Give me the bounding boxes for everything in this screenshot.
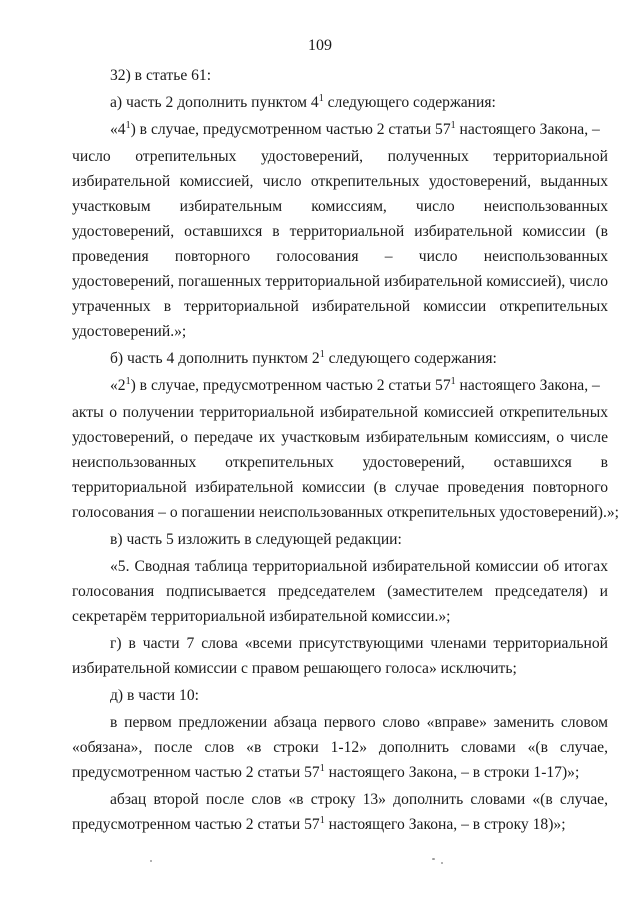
paragraph-line: а) часть 2 дополнить пунктом $4^1$ следующего содержания: — [110, 93, 496, 111]
paragraph-line: акты о получении территориальной избирательной комиссией открепительных — [72, 404, 608, 421]
paragraph-line: абзац второй после слов «в строку 13» дополнить словами «(в случае, — [110, 791, 608, 808]
paragraph-line: «$4^1$) в случае, предусмотренном частью 2 статьи $57^1$ настоящего Закона, – — [110, 120, 600, 138]
scan-speck — [150, 860, 152, 862]
paragraph-line: д) в части 10: — [110, 687, 199, 704]
paragraph-line: участковым избирательным комиссиям, число неиспользованных — [72, 198, 608, 215]
paragraph-line: удостоверений.»; — [72, 323, 187, 340]
paragraph-line: утраченных в территориальной избирательной комиссии открепительных — [72, 298, 608, 315]
paragraph-line: «обязана», после слов «в строки 1-12» дополнить словами «(в случае, — [72, 739, 608, 756]
scan-speck — [432, 858, 435, 860]
paragraph-line: территориальной избирательной комиссии (в случае проведения повторного — [72, 479, 608, 496]
paragraph-line: число отрепительных удостоверений, полученных территориальной — [72, 148, 608, 165]
paragraph-line: в первом предложении абзаца первого слово «вправе» заменить словом — [110, 714, 608, 731]
paragraph-line: «5. Сводная таблица территориальной избирательной комиссии об итогах — [110, 558, 608, 575]
paragraph-line: в) часть 5 изложить в следующей редакции: — [110, 531, 402, 548]
paragraph-line: б) часть 4 дополнить пунктом $2^1$ следующего содержания: — [110, 349, 497, 367]
paragraph-line: избирательной комиссией, число открепительных удостоверений, выданных — [72, 173, 608, 190]
scan-speck — [441, 862, 443, 864]
paragraph-line: предусмотренном частью 2 статьи $57^1$ настоящего Закона, – в строки 1-17)»; — [72, 763, 580, 781]
paragraph-line: удостоверений, оставшихся в территориальной избирательной комиссии (в — [72, 223, 608, 240]
paragraph-line: предусмотренном частью 2 статьи $57^1$ настоящего Закона, – в строку 18)»; — [72, 815, 566, 833]
paragraph-line: г) в части 7 слова «всеми присутствующими членами территориальной — [110, 635, 608, 652]
paragraph-line: удостоверений, погашенных территориальной избирательной комиссией), число — [72, 273, 608, 290]
paragraph-line: удостоверений, о передаче их участковым избирательным комиссиям, о числе — [72, 429, 608, 446]
paragraph-line: голосования подписывается председателем (заместителем председателя) и — [72, 583, 608, 600]
paragraph-line: «$2^1$) в случае, предусмотренном частью 2 статьи $57^1$ настоящего Закона, – — [110, 376, 600, 394]
page-number: 109 — [308, 37, 332, 54]
paragraph-line: избирательной комиссии с правом решающего голоса» исключить; — [72, 660, 517, 677]
paragraph-line: проведения повторного голосования – число неиспользованных — [72, 248, 608, 265]
paragraph-line: секретарём территориальной избирательной комиссии.»; — [72, 608, 451, 625]
paragraph-line: неиспользованных открепительных удостоверений, оставшихся в — [72, 454, 608, 471]
paragraph-line: голосования – о погашении неиспользованных открепительных удостоверений).»; — [72, 504, 619, 521]
paragraph-line: 32) в статье 61: — [110, 67, 212, 84]
